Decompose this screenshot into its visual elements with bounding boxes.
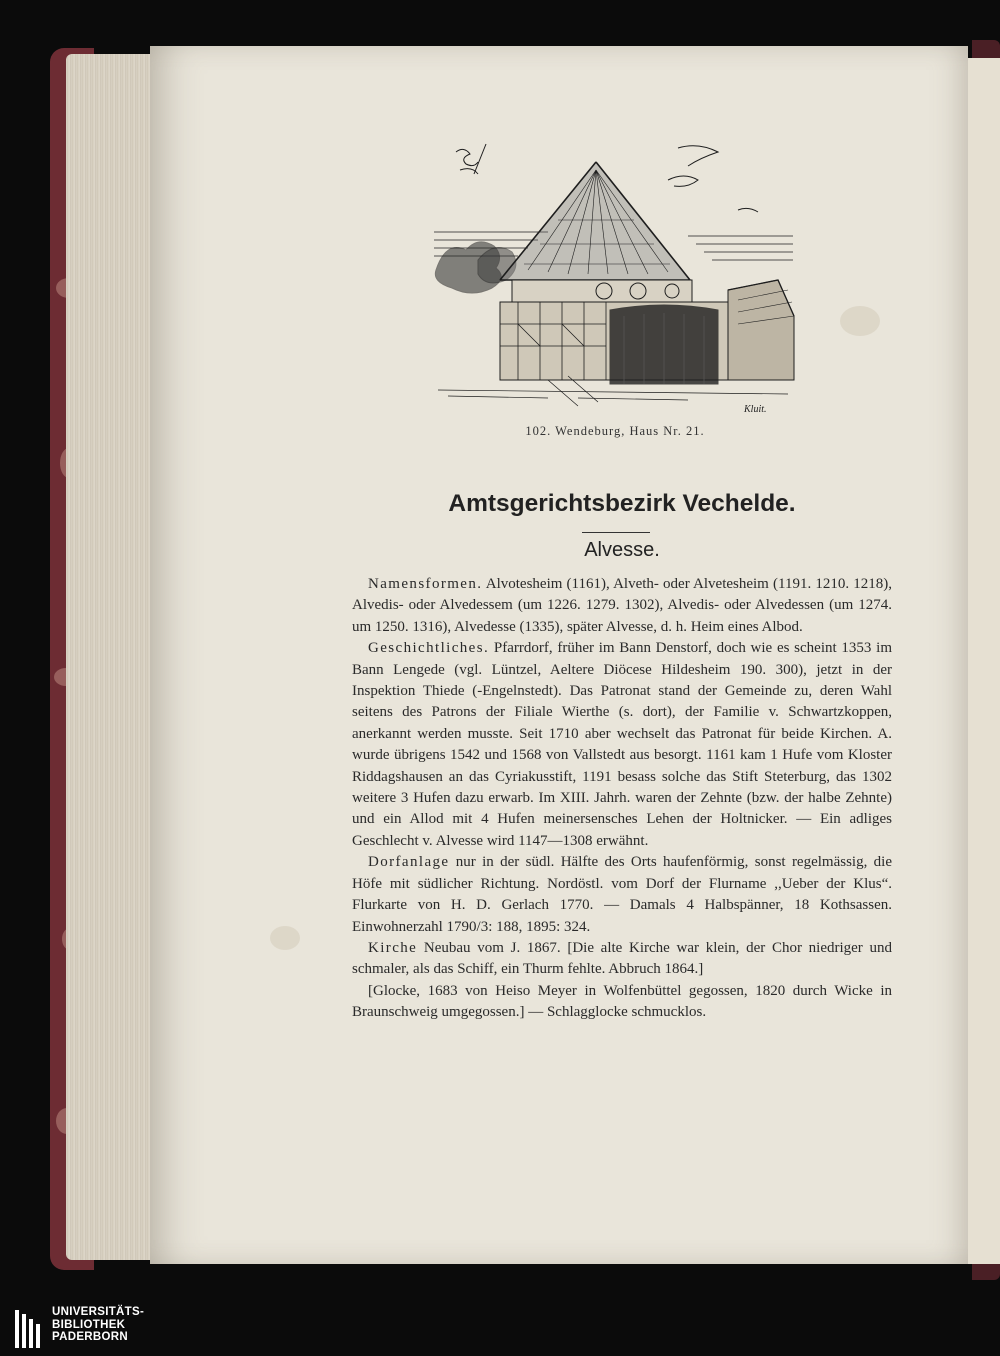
paragraph-label: Dorfanlage [368, 854, 450, 871]
section-subheading: Alvesse. [584, 539, 660, 561]
page-heading: Amtsgerichtsbezirk Vechelde. [448, 490, 796, 517]
paragraph-label: Geschichtliches. [368, 640, 490, 657]
body-text [352, 574, 892, 1024]
paragraph-text: [Glocke, 1683 von Heiso Meyer in Wolfenbüttel gegossen, 1820 durch Wicke in Braunschweig umgegossen.] — Schlagglocke schmucklos. [352, 982, 892, 1021]
house-illustration [428, 140, 798, 415]
logo-line-3: PADERBORN [52, 1331, 128, 1343]
paragraph-geschichtliches [352, 638, 892, 852]
library-logo-icon [15, 1310, 41, 1348]
heading-divider [582, 532, 650, 533]
paragraph-label: Kirche [368, 939, 418, 956]
facing-page-edge [966, 58, 1000, 1264]
paragraph-text: Neubau vom J. 1867. [Die alte Kirche war klein, der Chor niedriger und schmaler, als das Schiff, ein Thurm fehlte. Abbruch 1864.] [352, 939, 892, 978]
logo-line-2: BIBLIOTHEK [52, 1318, 126, 1331]
illustration-caption: 102. Wendeburg, Haus Nr. 21. [525, 424, 705, 438]
paragraph-namensformen [352, 574, 892, 638]
paragraph-text: Pfarrdorf, früher im Bann Denstorf, doch wie es scheint 1353 im Bann Lengede (vgl. Lüntzel, Aeltere Diöcese Hildesheim 190. 300), jetzt in der Inspektion Thiede (-Engelnstedt). Das Patronat stand der Gemeinde zu, deren Wahl seitens des Patrons der Filiale Wierthe (s. dort), der Familie v. Schwartzkoppen, anerkannt werden musste. Seit 1710 aber wechselt das Patronat für beide Kirchen. A. wurde übrigens 1542 und 1568 von Vallstedt aus besorgt. 1161 kam 1 Hufe vom Kloster Riddagshausen an das Cyriakusstift, 1191 besass solche das Stift Steterburg, das 1302 weitere 3 Hufen dazu erwarb. Im XIII. Jahrh. waren der Zehnte (bzw. der halbe Zehnte) und ein Allod mit 4 Hufen meinersensches Lehen der Holtnicker. — Ein adliges Geschlecht v. Alvesse wird 1147—1308 erwähnt. [352, 640, 892, 849]
paragraph-text: nur in der südl. Hälfte des Orts haufenförmig, sonst regelmässig, die Höfe mit südlicher Richtung. Nordöstl. vom Dorf der Flurname ,,Ueber der Klus“. Flurkarte von H. D. Gerlach 1770. — Damals 4 Halbspänner, 18 Kothsassen. Einwohnerzahl 1790/3: 188, 1895: 324. [352, 854, 892, 935]
paragraph-glocke [352, 981, 892, 1024]
library-logo-text [52, 1306, 144, 1344]
logo-line-1: UNIVERSITÄTS- [52, 1306, 145, 1318]
illustration-signature: Kluit. [744, 404, 767, 415]
paragraph-dorfanlage [352, 852, 892, 938]
paragraph-kirche [352, 938, 892, 981]
paragraph-label: Namensformen. [368, 576, 483, 592]
paragraph-text: Alvotesheim (1161), Alveth- oder Alvetesheim (1191. 1210. 1218), Alvedis- oder Alvedessem (um 1226. 1279. 1302), Alvedis- oder Alvedessen (um 1274. um 1250. 1316), Alvedesse (1335), später Alvesse, d. h. Heim eines Albod. [352, 576, 892, 635]
footer-bar [0, 1306, 1000, 1356]
